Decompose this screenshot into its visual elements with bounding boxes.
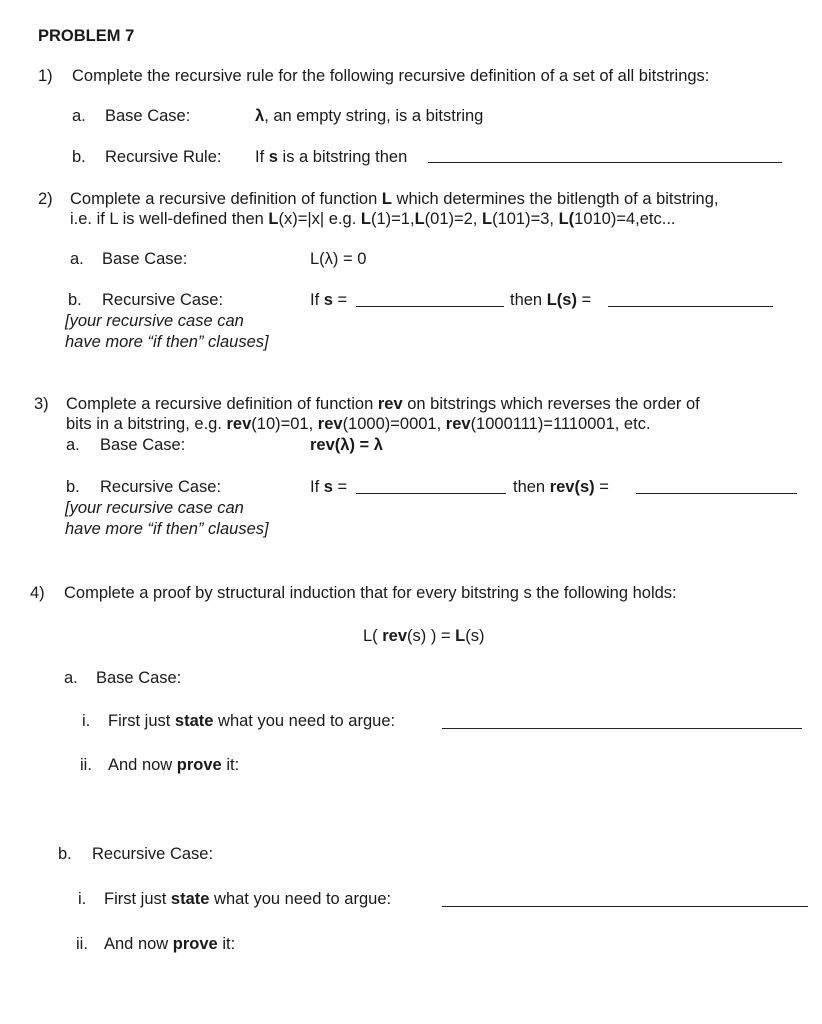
p2-note-line-2: have more “if then” clauses] [65, 333, 269, 351]
p1-b-marker: b. [72, 148, 86, 166]
p1-recursive-rule-text: If s is a bitstring then [255, 148, 408, 166]
p3-b-marker: b. [66, 478, 80, 496]
problem-2-line-2: i.e. if L is well-defined then L(x)=|x| e.g. L(1)=1,L(01)=2, L(101)=3, L(1010)=4,etc... [70, 210, 676, 228]
p2-base-case-label: Base Case: [102, 250, 188, 268]
p1-answer-blank[interactable] [428, 148, 782, 163]
p3-note-line-2: have more “if then” clauses] [65, 520, 269, 538]
p4-b-marker: b. [58, 845, 72, 863]
p4-b-i-marker: i. [78, 890, 87, 908]
p4-equation: L( rev(s) ) = L(s) [363, 627, 485, 645]
p3-note-line-1: [your recursive case can [65, 499, 244, 517]
p4-b-i-blank[interactable] [442, 892, 808, 907]
p4-a-ii-text: And now prove it: [108, 756, 240, 774]
problem-3-line-2: bits in a bitstring, e.g. rev(10)=01, rev(1000)=0001, rev(1000111)=1110001, etc. [66, 415, 651, 433]
p4-b-i-text: First just state what you need to argue: [104, 890, 392, 908]
problem-3-number: 3) [34, 395, 49, 413]
p2-a-marker: a. [70, 250, 84, 268]
problem-3-line-1: Complete a recursive definition of function rev on bitstrings which reverses the order of [66, 395, 700, 413]
p2-note-line-1: [your recursive case can [65, 312, 244, 330]
p4-a-i-text: First just state what you need to argue: [108, 712, 396, 730]
p3-base-case-eq: rev(λ) = λ [310, 436, 383, 454]
p4-recursive-case-label: Recursive Case: [92, 845, 214, 863]
p3-if-clause: If s = [310, 478, 348, 496]
p4-b-ii-marker: ii. [76, 935, 88, 953]
problem-1-text: Complete the recursive rule for the following recursive definition of a set of all bitstrings: [72, 67, 710, 85]
p3-a-marker: a. [66, 436, 80, 454]
problem-2-number: 2) [38, 190, 53, 208]
p4-a-i-marker: i. [82, 712, 91, 730]
p3-if-blank[interactable] [356, 479, 506, 494]
p2-base-case-eq: L(λ) = 0 [310, 250, 367, 268]
p3-then-clause: then rev(s) = [513, 478, 609, 496]
p2-then-blank[interactable] [608, 292, 773, 307]
p1-base-case-label: Base Case: [105, 107, 191, 125]
problem-1-number: 1) [38, 67, 53, 85]
p1-base-case-text: λ, an empty string, is a bitstring [255, 107, 484, 125]
p4-base-case-label: Base Case: [96, 669, 182, 687]
p4-b-ii-text: And now prove it: [104, 935, 236, 953]
p2-if-blank[interactable] [356, 292, 504, 307]
problem-2-line-1: Complete a recursive definition of function L which determines the bitlength of a bitstring, [70, 190, 719, 208]
p2-if-clause: If s = [310, 291, 348, 309]
p4-a-ii-marker: ii. [80, 756, 92, 774]
p3-recursive-case-label: Recursive Case: [100, 478, 222, 496]
p2-then-clause: then L(s) = [510, 291, 592, 309]
p4-a-marker: a. [64, 669, 78, 687]
p3-then-blank[interactable] [636, 479, 797, 494]
p1-a-marker: a. [72, 107, 86, 125]
page-title: PROBLEM 7 [38, 27, 135, 45]
problem-4-number: 4) [30, 584, 45, 602]
p1-recursive-rule-label: Recursive Rule: [105, 148, 222, 166]
p2-recursive-case-label: Recursive Case: [102, 291, 224, 309]
problem-4-text: Complete a proof by structural induction that for every bitstring s the following holds: [64, 584, 677, 602]
p2-b-marker: b. [68, 291, 82, 309]
p3-base-case-label: Base Case: [100, 436, 186, 454]
p4-a-i-blank[interactable] [442, 714, 802, 729]
